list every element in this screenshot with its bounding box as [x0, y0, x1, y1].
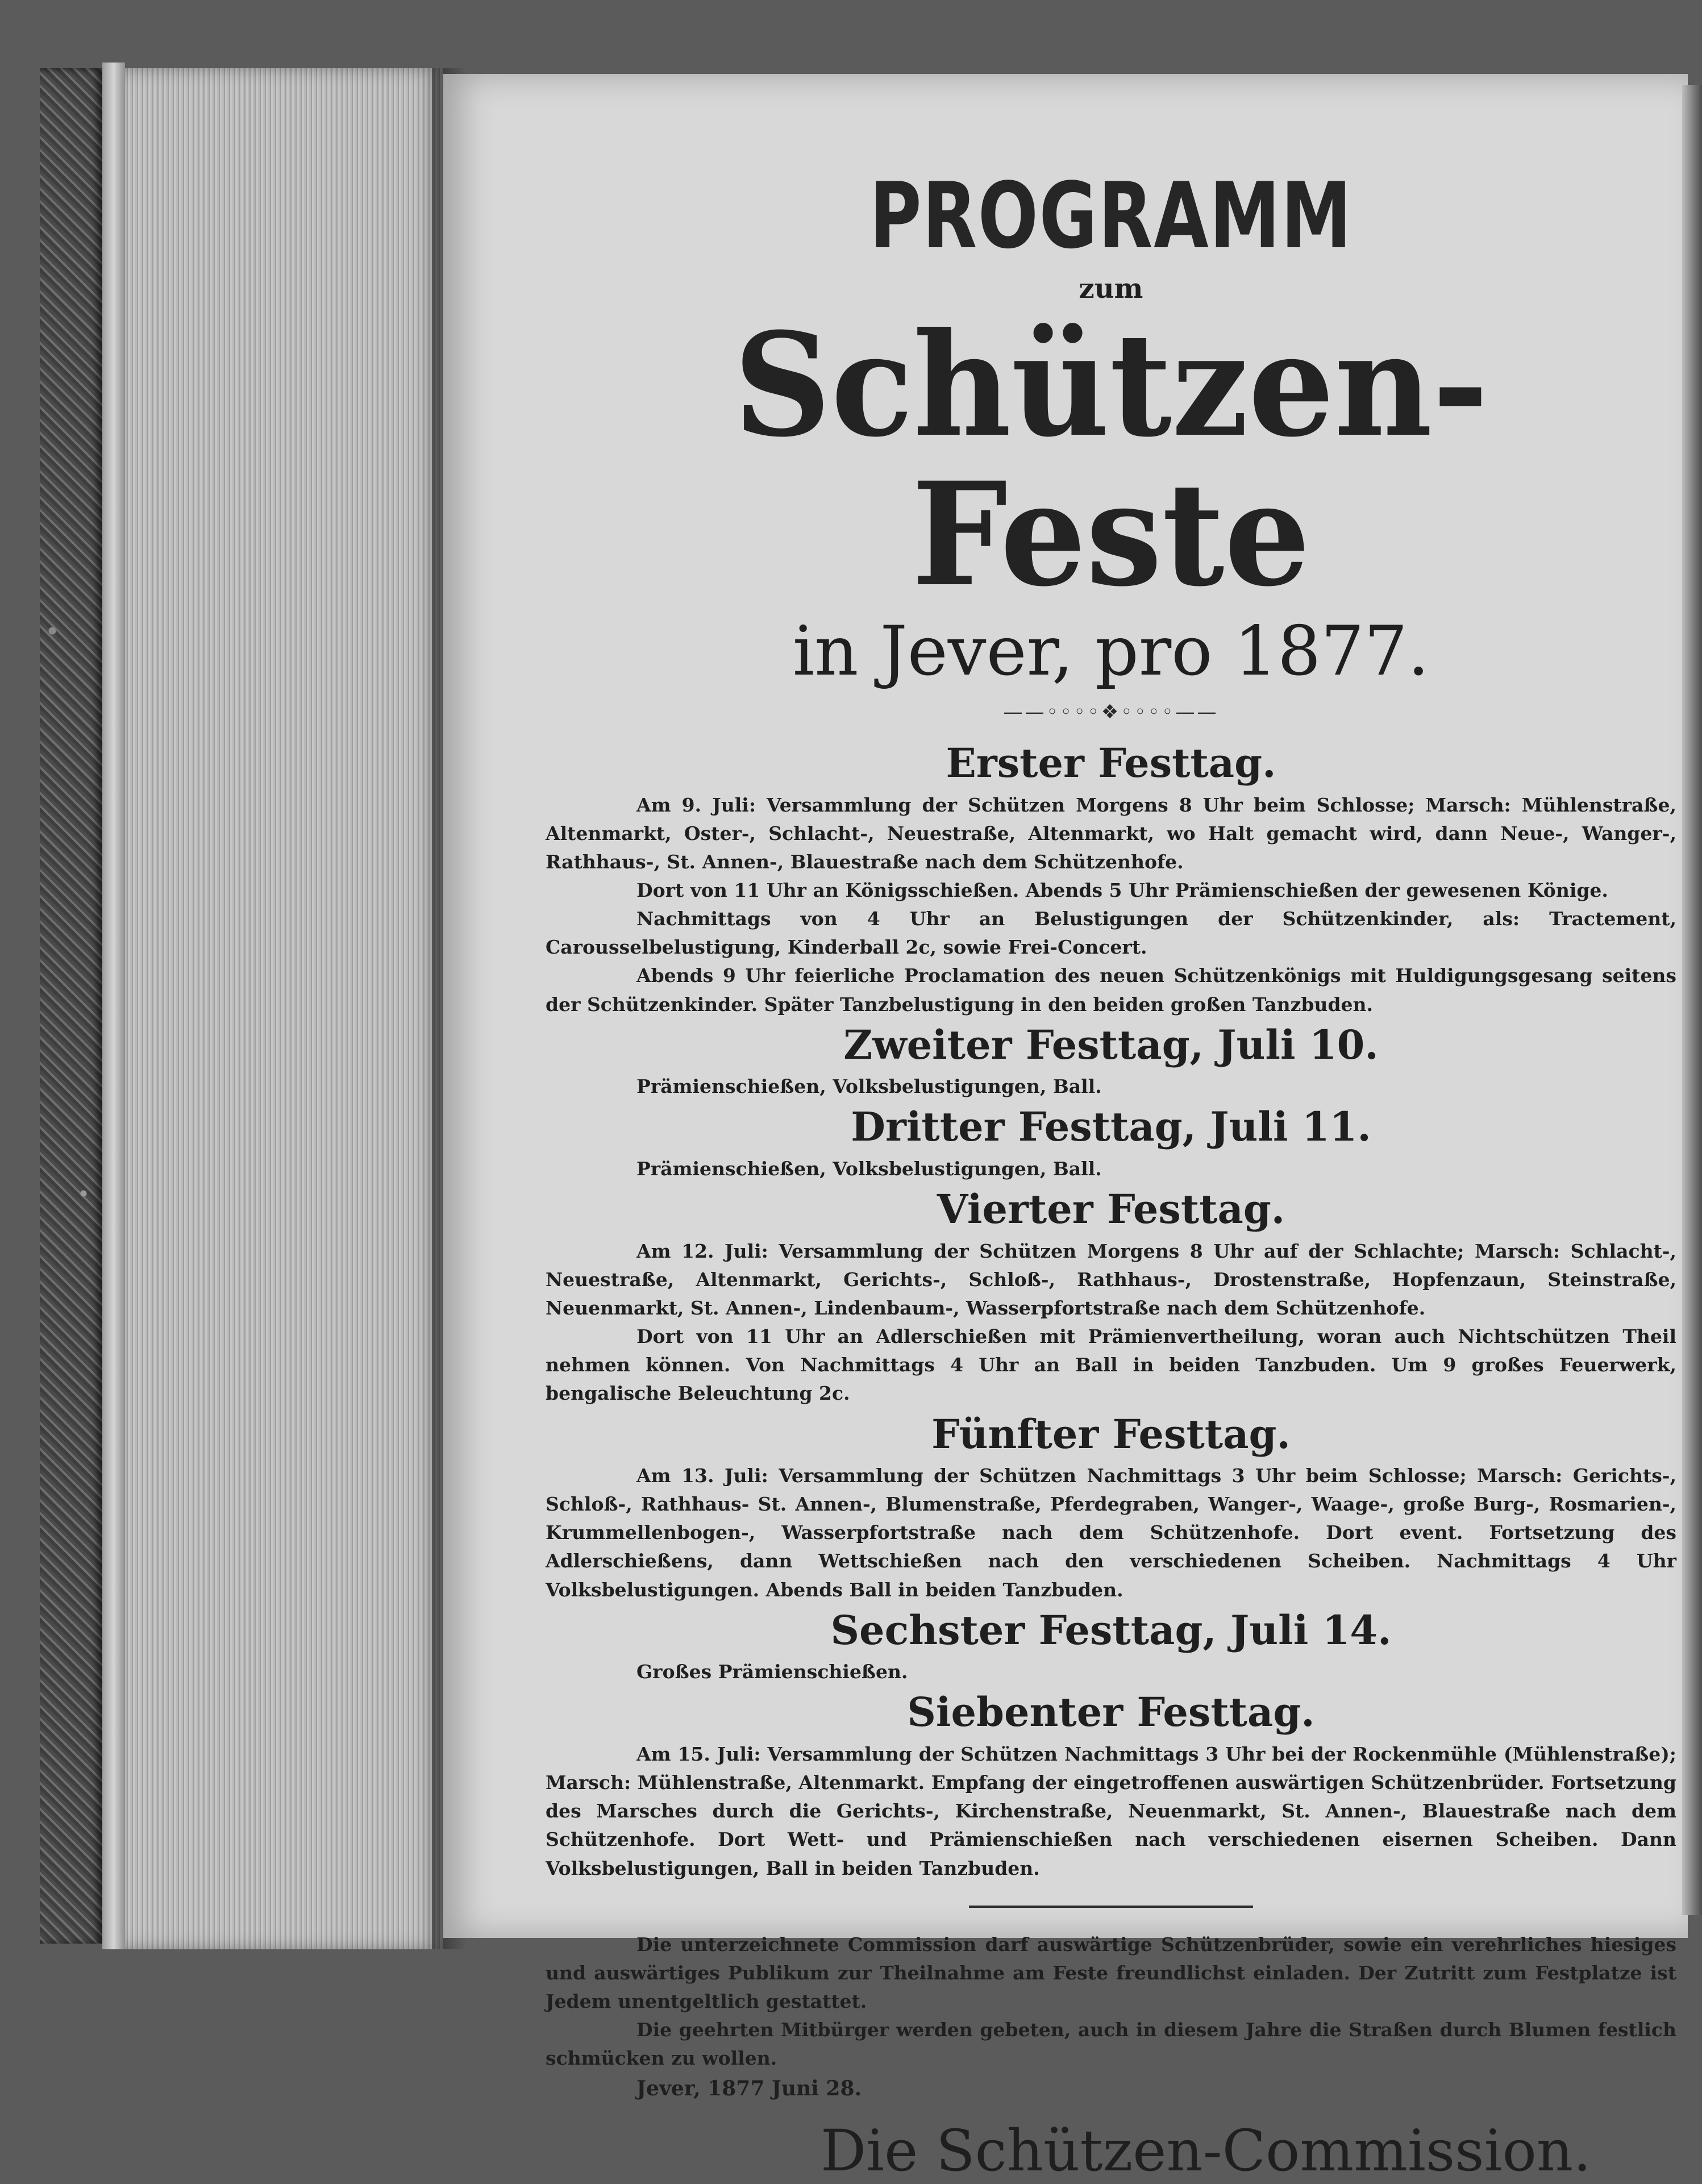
day-section-1 — [546, 741, 1676, 1019]
headline: PROGRAMM — [869, 163, 1353, 269]
day-paragraph: Am 12. Juli: Versammlung der Schützen Morgens 8 Uhr auf der Schlachte; Marsch: Schlacht-, Neuestraße, Altenmarkt, Gerichts-, Schloß-, Rathhaus-, Drostenstraße, Hopfenzaun, Steinstraße, Neuenmarkt, St. Annen-, Lindenbaum-, Wasserpfortstraße nach dem Schützenhofe. — [546, 1239, 1676, 1319]
day-title: Dritter Festtag, Juli 11. — [851, 1103, 1371, 1151]
day-title: Sechster Festtag, Juli 14. — [830, 1606, 1392, 1654]
day-section-7 — [546, 1690, 1676, 1882]
day-paragraph: Dort von 11 Uhr an Königsschießen. Abends 5 Uhr Prämienschießen der gewesenen Könige. — [636, 879, 1608, 901]
day-paragraph: Am 9. Juli: Versammlung der Schützen Morgens 8 Uhr beim Schlosse; Marsch: Mühlenstraße, Altenmarkt, Oster-, Schlacht-, Neuestraße, Altenmarkt, wo Halt gemacht wird, dann Neue-, Wanger-, Rathhaus-, St. Annen-, Blauestraße nach dem Schützenhofe. — [546, 793, 1676, 873]
day-paragraph: Nachmittags von 4 Uhr an Belustigungen der Schützenkinder, als: Tractement, Carousselbelustigung, Kinderball 2c, sowie Frei-Concert. — [546, 908, 1676, 959]
day-title: Zweiter Festtag, Juli 10. — [843, 1021, 1379, 1068]
day-paragraph: Dort von 11 Uhr an Adlerschießen mit Prämienvertheilung, woran auch Nichtschützen Theil nehmen können. Von Nachmittags 4 Uhr an Ball in beiden Tanzbuden. Um 9 großes Feuerwerk, bengalische Beleuchtung 2c. — [546, 1325, 1676, 1405]
marbled-cover-board — [40, 68, 102, 1944]
day-paragraph: Am 15. Juli: Versammlung der Schützen Nachmittags 3 Uhr bei der Rockenmühle (Mühlenstraße); Marsch: Mühlenstraße, Altenmarkt. Empfang der eingetroffenen auswärtigen Schützenbrüder. Fortsetzung des Marsches durch die Gerichts-, Kirchenstraße, Neuenmarkt, St. Annen-, Blauestraße nach dem Schützenhofe. Dort Wett- und Prämienschießen nach verschiedenen eisernen Scheiben. Dann Volksbelustigungen, Ball in beiden Tanzbuden. — [546, 1742, 1676, 1879]
day-paragraph: Großes Prämienschießen. — [636, 1661, 908, 1683]
fest-title: Schützen-Feste — [733, 301, 1489, 618]
ornament-divider: ——◦◦◦◦❖◦◦◦◦—— — [1003, 701, 1219, 723]
place-and-year: in Jever, pro 1877. — [792, 612, 1430, 691]
closing-paragraph: Die unterzeichnete Commission darf auswärtige Schützenbrüder, sowie ein verehrliches hiesiges und auswärtiges Publikum zur Theilnahme am Feste freundlichst einladen. Der Zutritt zum Festplatze ist Jedem unentgeltlich gestattet. — [546, 1933, 1676, 2013]
date-line: Jever, 1877 Juni 28. — [636, 2076, 862, 2100]
day-section-2 — [546, 1022, 1676, 1101]
day-paragraph: Prämienschießen, Volksbelustigungen, Ball. — [636, 1157, 1102, 1180]
day-paragraph: Am 13. Juli: Versammlung der Schützen Nachmittags 3 Uhr beim Schlosse; Marsch: Gerichts-, Schloß-, Rathhaus- St. Annen-, Blumenstraße, Pferdegraben, Wanger-, Waage-, große Burg-, Rosmarien-, Krummellenbogen-, Wasserpfortstraße nach dem Schützenhofe. Dort event. Fortsetzung des Adlerschießens, dann Wettschießen nach den verschiedenen Scheiben. Nachmittags 4 Uhr Volksbelustigungen. Abends Ball in beiden Tanzbuden. — [546, 1465, 1676, 1601]
signature: Die Schützen-Commission. — [820, 2117, 1591, 2184]
day-paragraph: Abends 9 Uhr feierliche Proclamation des neuen Schützenkönigs mit Huldigungsgesang seitens der Schützenkinder. Später Tanzbelustigung in den beiden großen Tanzbuden. — [546, 964, 1676, 1016]
day-paragraph: Prämienschießen, Volksbelustigungen, Ball. — [636, 1075, 1102, 1098]
day-title: Erster Festtag. — [946, 739, 1276, 787]
page-stack — [125, 68, 443, 1949]
book-spine-edge — [102, 63, 125, 1949]
day-section-6 — [546, 1608, 1676, 1687]
horizontal-rule — [969, 1906, 1253, 1908]
day-section-3 — [546, 1104, 1676, 1183]
closing-paragraph: Die geehrten Mitbürger werden gebeten, auch in diesem Jahre die Straßen durch Blumen festlich schmücken zu wollen. — [546, 2019, 1676, 2070]
page-right-edge — [1682, 85, 1702, 1915]
page-content — [546, 163, 1676, 2184]
day-section-4 — [546, 1187, 1676, 1408]
day-title: Fünfter Festtag. — [931, 1410, 1291, 1458]
closing-section — [546, 1931, 1676, 2184]
day-section-5 — [546, 1412, 1676, 1604]
subheadline-zum: zum — [1079, 273, 1143, 305]
day-title: Siebenter Festtag. — [907, 1688, 1315, 1736]
day-title: Vierter Festtag. — [937, 1185, 1285, 1233]
